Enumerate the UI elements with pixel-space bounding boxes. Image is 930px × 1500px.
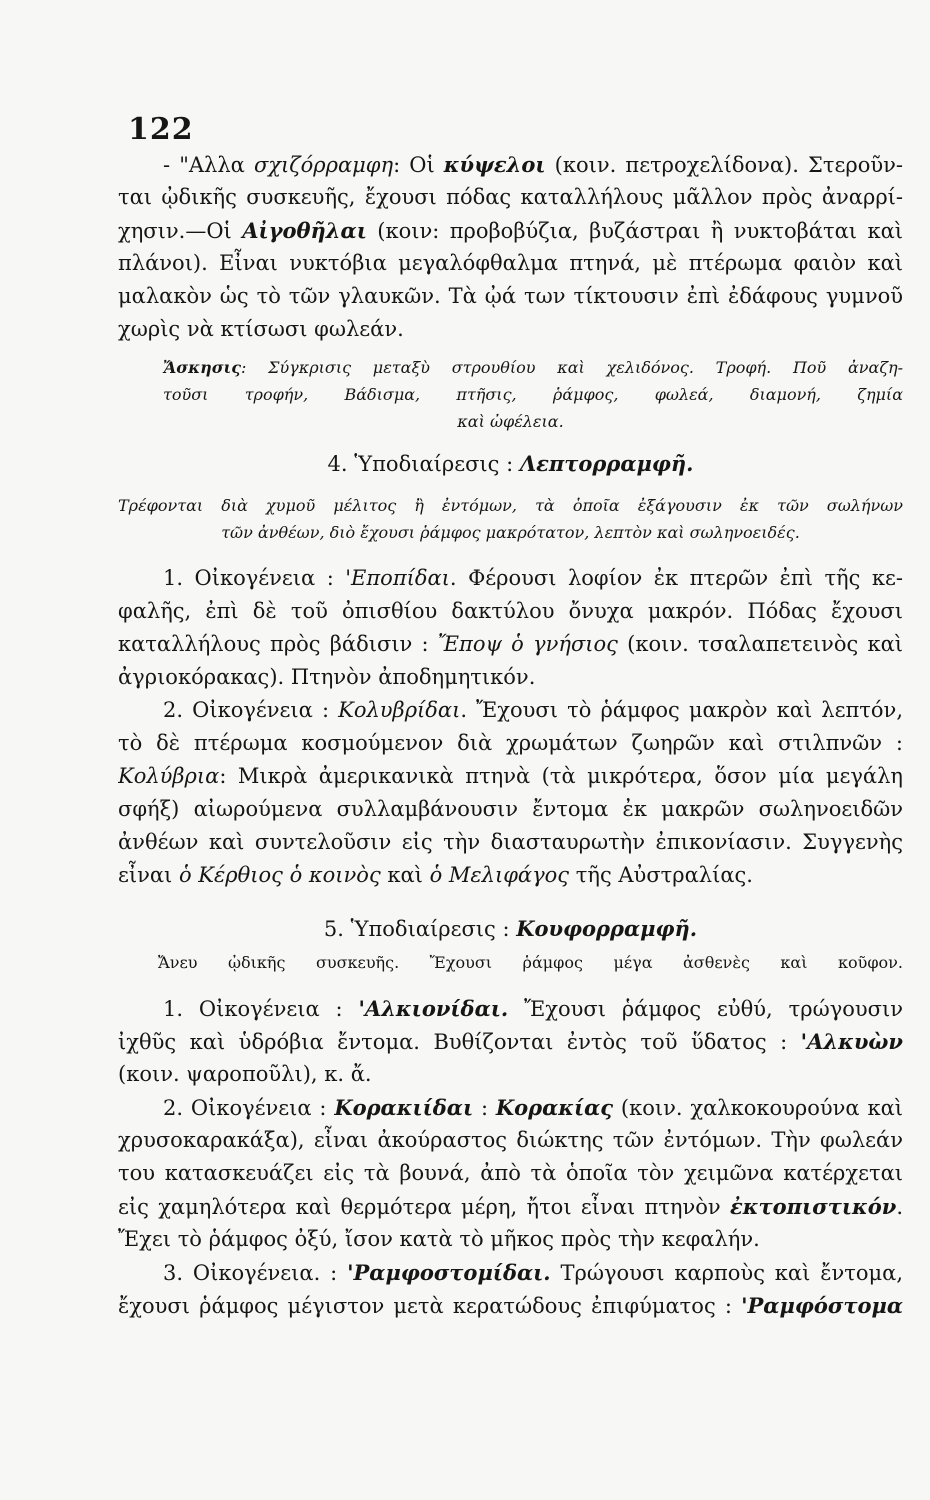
exercise-line: Ἄσκησις: Σύγκρισις μεταξὺ στρουθίου καὶ χελιδόνος. Τροφή. Ποῦ ἀναζη- — [163, 358, 903, 377]
text-line: 1. Οἰκογένεια : 'Εποπίδαι. Φέρουσι λοφίον ἐκ πτερῶν ἐπὶ τῆς κε- — [163, 566, 903, 590]
text-line: Κολύβρια: Μικρὰ ἀμερικανικὰ πτηνὰ (τὰ μικρότερα, ὅσον μία μεγάλη — [118, 764, 903, 788]
text-line: καταλλήλους πρὸς βάδισιν : Ἔποψ ὁ γνήσιος (κοιν. τσαλαπετεινὸς καὶ — [118, 632, 903, 656]
section-5-note — [118, 949, 903, 976]
text-line: χρυσοκαρακάξα), εἶναι ἀκούραστος διώκτης τῶν ἐντόμων. Τὴν φωλεάν — [118, 1128, 903, 1152]
text-line: 2. Οἰκογένεια : Κορακιίδαι : Κορακίας (κοιν. χαλκοκουρούνα καὶ — [163, 1095, 903, 1120]
section-4-note — [118, 492, 903, 546]
text-line: 3. Οἰκογένεια. : 'Ραμφοστομίδαι. Τρώγουσι καρποὺς καὶ ἔντομα, — [163, 1260, 903, 1285]
text-line: ται ᾠδικῆς συσκευῆς, ἔχουσι πόδας καταλλήλους μᾶλλον πρὸς ἀναρρί- — [118, 185, 903, 209]
text-line: ἔχουσι ῥάμφος μέγιστον μετὰ κερατώδους ἐπιφύματος : 'Ραμφόστομα — [118, 1293, 903, 1318]
text-line: ἀγριοκόρακας). Πτηνὸν ἀποδημητικόν. — [118, 665, 536, 689]
text-line: ἰχθῦς καὶ ὑδρόβια ἔντομα. Βυθίζονται ἐντὸς τοῦ ὕδατος : 'Αλκυὼν — [118, 1029, 903, 1054]
text-line: φαλῆς, ἐπὶ δὲ τοῦ ὀπισθίου δακτύλου ὄνυχα μακρόν. Πόδας ἔχουσι — [118, 599, 903, 623]
exercise-label: Ἄσκησις — [163, 358, 242, 377]
text-line: Ἔχει τὸ ῥάμφος ὀξύ, ἴσον κατὰ τὸ μῆκος πρὸς τὴν κεφαλήν. — [118, 1227, 760, 1251]
text-line: πλάνοι). Εἶναι νυκτόβια μεγαλόφθαλμα πτηνά, μὲ πτέρωμα φαιὸν καὶ — [118, 251, 903, 275]
note-line: Ἄνευ ᾠδικῆς συσκευῆς. Ἔχουσι ῥάμφος μέγα ἀσθενὲς καὶ κοῦφον. — [158, 953, 903, 972]
text-line: τὸ δὲ πτέρωμα κοσμούμενον διὰ χρωμάτων ζωηρῶν καὶ στιλπνῶν : — [118, 731, 903, 755]
exercise-block — [118, 354, 903, 435]
text-line: του κατασκευάζει εἰς τὰ βουνά, ἀπὸ τὰ ὁποῖα τὸν χειμῶνα κατέρχεται — [118, 1161, 903, 1185]
text-line: σφήξ) αἰωρούμενα συλλαμβάνουσιν ἔντομα ἐκ μακρῶν σωληνοειδῶν — [118, 797, 903, 821]
text-line: (κοιν. ψαροποῦλι), κ. ἄ. — [118, 1062, 372, 1086]
text-line: χωρὶς νὰ κτίσωσι φωλεάν. — [118, 317, 404, 341]
note-line: Τρέφονται διὰ χυμοῦ μέλιτος ἢ ἐντόμων, τὰ ὁποῖα ἐξάγουσιν ἐκ τῶν σωλήνων — [118, 496, 903, 515]
exercise-line: καὶ ὠφέλεια. — [457, 412, 564, 431]
note-line: τῶν ἀνθέων, διὸ ἔχουσι ῥάμφος μακρότατον, λεπτὸν καὶ σωληνοειδές. — [221, 523, 800, 542]
text-line: ἀνθέων καὶ συντελοῦσιν εἰς τὴν διασταυρωτὴν ἐπικονίασιν. Συγγενὴς — [118, 830, 903, 854]
section-heading-5: 5. Ὑποδιαίρεσις : Κουφορραμφῆ. — [323, 916, 698, 941]
text-line: εἰς χαμηλότερα καὶ θερμότερα μέρη, ἤτοι εἶναι πτηνὸν ἐκτοπιστικόν. — [118, 1194, 903, 1219]
section-heading-4: 4. Ὑποδιαίρεσις : Λεπτορραμφῆ. — [327, 451, 694, 476]
page-body — [118, 148, 903, 1322]
text-line: 1. Οἰκογένεια : 'Αλκιονίδαι. Ἔχουσι ῥάμφος εὐθύ, τρώγουσιν — [163, 996, 903, 1021]
text-line: - "Αλλα σχιζόρραμφη: Οἱ κύψελοι (κοιν. πετροχελίδονα). Στεροῦν- — [163, 152, 903, 177]
text-line: εἶναι ὁ Κέρθιος ὁ κοινὸς καὶ ὁ Μελιφάγος τῆς Αὐστραλίας. — [118, 863, 753, 887]
text-line: 2. Οἰκογένεια : Κολυβρίδαι. Ἔχουσι τὸ ῥάμφος μακρὸν καὶ λεπτόν, — [163, 698, 903, 722]
page-number: 122 — [128, 112, 194, 147]
text-line: χησιν.—Οἱ Αἰγοθῆλαι (κοιν: προβοβύζια, βυζάστραι ἢ νυκτοβάται καὶ — [118, 218, 903, 243]
text-line: μαλακὸν ὡς τὸ τῶν γλαυκῶν. Τὰ ᾠά των τίκτουσιν ἐπὶ ἐδάφους γυμνοῦ — [118, 284, 903, 308]
exercise-line: τοῦσι τροφήν, Βάδισμα, πτῆσις, ῥάμφος, φωλεά, διαμονή, ζημία — [163, 385, 903, 404]
